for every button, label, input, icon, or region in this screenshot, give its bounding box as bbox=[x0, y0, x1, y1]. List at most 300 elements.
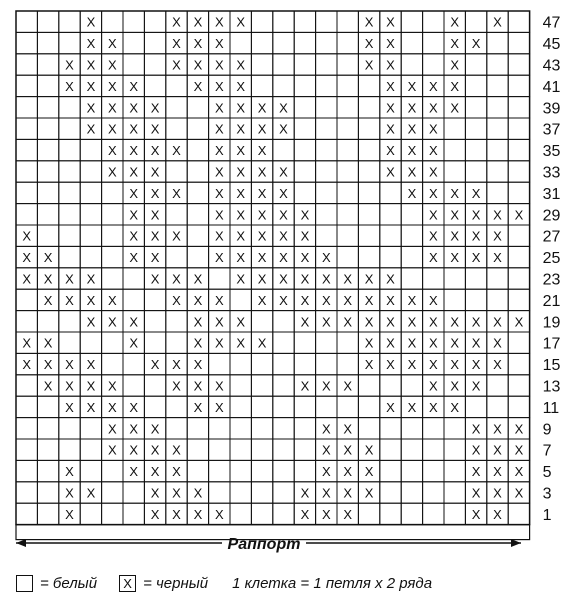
stitch-black-mark: X bbox=[236, 143, 246, 159]
stitch-black-mark: X bbox=[65, 506, 74, 522]
stitch-black-mark: X bbox=[493, 335, 502, 351]
stitch-black-mark: X bbox=[22, 250, 32, 266]
stitch-black-mark: X bbox=[107, 421, 117, 437]
chart-cell bbox=[144, 11, 165, 32]
stitch-black-mark: X bbox=[214, 164, 224, 180]
stitch-black-mark: X bbox=[321, 506, 331, 522]
legend-black-label: = черный bbox=[143, 574, 209, 592]
chart-cell bbox=[508, 353, 529, 374]
chart-cell bbox=[230, 375, 251, 396]
legend-gauge-note: 1 клетка = 1 петля х 2 ряда bbox=[232, 574, 433, 592]
chart-cell bbox=[209, 353, 230, 374]
stitch-black-mark: X bbox=[150, 464, 160, 480]
chart-cell bbox=[358, 503, 379, 524]
chart-cell bbox=[423, 11, 444, 32]
stitch-black-mark: X bbox=[214, 399, 224, 415]
chart-cell bbox=[251, 11, 272, 32]
chart-cell bbox=[59, 32, 80, 53]
chart-cell bbox=[37, 75, 58, 96]
chart-cell bbox=[187, 182, 208, 203]
chart-cell bbox=[16, 97, 37, 118]
chart-cell bbox=[16, 182, 37, 203]
stitch-black-mark: X bbox=[364, 292, 374, 308]
stitch-black-mark: X bbox=[279, 121, 288, 137]
stitch-black-mark: X bbox=[428, 164, 438, 180]
stitch-black-mark: X bbox=[300, 250, 310, 266]
chart-cell bbox=[337, 204, 358, 225]
chart-cell bbox=[37, 54, 58, 75]
stitch-black-mark: X bbox=[279, 185, 288, 201]
chart-cell bbox=[144, 311, 165, 332]
stitch-black-mark: X bbox=[214, 121, 224, 137]
chart-cell bbox=[16, 311, 37, 332]
chart-cell bbox=[465, 396, 486, 417]
stitch-black-mark: X bbox=[493, 207, 502, 223]
stitch-black-mark: X bbox=[300, 485, 310, 501]
chart-cell bbox=[16, 11, 37, 32]
stitch-black-mark: X bbox=[257, 292, 267, 308]
stitch-black-mark: X bbox=[364, 442, 374, 458]
stitch-black-mark: X bbox=[321, 271, 331, 287]
stitch-black-mark: X bbox=[236, 185, 246, 201]
chart-cell bbox=[423, 503, 444, 524]
stitch-black-mark: X bbox=[193, 271, 203, 287]
stitch-black-mark: X bbox=[129, 228, 139, 244]
stitch-black-mark: X bbox=[321, 250, 331, 266]
chart-cell bbox=[508, 503, 529, 524]
stitch-black-mark: X bbox=[428, 100, 438, 116]
chart-cell bbox=[80, 139, 101, 160]
chart-cell bbox=[316, 204, 337, 225]
chart-cell bbox=[187, 118, 208, 139]
chart-cell bbox=[273, 353, 294, 374]
stitch-black-mark: X bbox=[172, 228, 181, 244]
stitch-black-mark: X bbox=[22, 357, 32, 373]
chart-cell bbox=[465, 54, 486, 75]
chart-cell bbox=[230, 439, 251, 460]
row-number: 43 bbox=[542, 57, 561, 75]
chart-cell bbox=[251, 311, 272, 332]
row-number: 35 bbox=[542, 143, 561, 161]
stitch-black-mark: X bbox=[257, 271, 267, 287]
stitch-black-mark: X bbox=[428, 143, 438, 159]
stitch-black-mark: X bbox=[172, 185, 181, 201]
stitch-black-mark: X bbox=[279, 292, 288, 308]
stitch-black-mark: X bbox=[321, 292, 331, 308]
stitch-black-mark: X bbox=[43, 271, 53, 287]
chart-cell bbox=[294, 161, 315, 182]
stitch-black-mark: X bbox=[386, 271, 395, 287]
chart-cell bbox=[444, 439, 465, 460]
stitch-black-mark: X bbox=[471, 36, 481, 52]
chart-cell bbox=[508, 75, 529, 96]
chart-cell bbox=[59, 182, 80, 203]
stitch-black-mark: X bbox=[514, 207, 524, 223]
stitch-black-mark: X bbox=[65, 292, 74, 308]
chart-cell bbox=[123, 54, 144, 75]
stitch-black-mark: X bbox=[129, 100, 139, 116]
chart-cell bbox=[166, 246, 187, 267]
stitch-black-mark: X bbox=[386, 100, 395, 116]
repeat-bracket bbox=[16, 536, 521, 553]
stitch-black-mark: X bbox=[86, 271, 96, 287]
row-number: 19 bbox=[542, 314, 561, 332]
stitch-black-mark: X bbox=[86, 292, 96, 308]
chart-cell bbox=[187, 97, 208, 118]
chart-cell bbox=[230, 460, 251, 481]
row-number: 45 bbox=[542, 36, 561, 54]
chart-cell bbox=[102, 332, 123, 353]
chart-cell bbox=[230, 503, 251, 524]
chart-cell bbox=[316, 11, 337, 32]
chart-cell bbox=[316, 161, 337, 182]
stitch-black-mark: X bbox=[129, 250, 139, 266]
chart-cell bbox=[294, 353, 315, 374]
chart-cell bbox=[444, 482, 465, 503]
chart-cell bbox=[444, 118, 465, 139]
chart-cell bbox=[144, 75, 165, 96]
chart-cell bbox=[508, 246, 529, 267]
stitch-black-mark: X bbox=[107, 143, 117, 159]
chart-cell bbox=[16, 289, 37, 310]
chart-cell bbox=[37, 503, 58, 524]
chart-cell bbox=[123, 482, 144, 503]
chart-cell bbox=[59, 332, 80, 353]
chart-cell bbox=[59, 439, 80, 460]
stitch-black-mark: X bbox=[450, 78, 460, 94]
chart-cell bbox=[380, 182, 401, 203]
chart-cell bbox=[59, 246, 80, 267]
stitch-black-mark: X bbox=[172, 485, 181, 501]
chart-cell bbox=[401, 503, 422, 524]
stitch-black-mark: X bbox=[386, 14, 395, 30]
row-number: 39 bbox=[542, 100, 561, 118]
stitch-black-mark: X bbox=[386, 314, 395, 330]
chart-cell bbox=[423, 418, 444, 439]
stitch-black-mark: X bbox=[300, 228, 310, 244]
stitch-black-mark: X bbox=[150, 506, 160, 522]
chart-cell bbox=[380, 418, 401, 439]
chart-cell bbox=[187, 204, 208, 225]
stitch-black-mark: X bbox=[386, 164, 395, 180]
stitch-black-mark: X bbox=[150, 228, 160, 244]
row-number: 25 bbox=[542, 250, 561, 268]
chart-cell bbox=[144, 54, 165, 75]
chart-cell bbox=[380, 225, 401, 246]
chart-cell bbox=[294, 182, 315, 203]
chart-cell bbox=[37, 396, 58, 417]
stitch-black-mark: X bbox=[150, 442, 160, 458]
stitch-black-mark: X bbox=[428, 185, 438, 201]
chart-cell bbox=[337, 396, 358, 417]
stitch-black-mark: X bbox=[450, 228, 460, 244]
chart-cell bbox=[16, 32, 37, 53]
chart-cell bbox=[487, 139, 508, 160]
chart-cell bbox=[465, 97, 486, 118]
chart-cell bbox=[123, 289, 144, 310]
stitch-black-mark: X bbox=[514, 442, 524, 458]
stitch-black-mark: X bbox=[107, 78, 117, 94]
chart-cell bbox=[251, 353, 272, 374]
stitch-black-mark: X bbox=[214, 36, 224, 52]
stitch-black-mark: X bbox=[214, 250, 224, 266]
chart-cell bbox=[230, 289, 251, 310]
stitch-black-mark: X bbox=[129, 185, 139, 201]
stitch-black-mark: X bbox=[257, 228, 267, 244]
chart-cell bbox=[401, 439, 422, 460]
chart-cell bbox=[166, 97, 187, 118]
chart-cell bbox=[401, 268, 422, 289]
chart-cell bbox=[380, 439, 401, 460]
chart-cell bbox=[316, 97, 337, 118]
chart-cell bbox=[187, 418, 208, 439]
stitch-black-mark: X bbox=[364, 335, 374, 351]
stitch-black-mark: X bbox=[236, 14, 246, 30]
stitch-black-mark: X bbox=[450, 314, 460, 330]
stitch-black-mark: X bbox=[129, 121, 139, 137]
chart-cell bbox=[337, 118, 358, 139]
chart-cell bbox=[423, 439, 444, 460]
chart-cell bbox=[251, 439, 272, 460]
chart-cell bbox=[508, 97, 529, 118]
chart-cell bbox=[337, 32, 358, 53]
stitch-black-mark: X bbox=[257, 100, 267, 116]
chart-cell bbox=[251, 482, 272, 503]
chart-cell bbox=[294, 75, 315, 96]
chart-cell bbox=[37, 182, 58, 203]
chart-cell bbox=[337, 11, 358, 32]
chart-cell bbox=[209, 460, 230, 481]
chart-cell bbox=[209, 439, 230, 460]
stitch-black-mark: X bbox=[129, 442, 139, 458]
stitch-black-mark: X bbox=[214, 506, 224, 522]
chart-cell bbox=[102, 246, 123, 267]
chart-cell bbox=[16, 396, 37, 417]
chart-cell bbox=[380, 204, 401, 225]
stitch-black-mark: X bbox=[172, 57, 181, 73]
stitch-black-mark: X bbox=[343, 292, 353, 308]
chart-cell bbox=[337, 225, 358, 246]
chart-cell bbox=[37, 225, 58, 246]
chart-cell bbox=[37, 139, 58, 160]
row-number: 41 bbox=[542, 78, 561, 96]
stitch-black-mark: X bbox=[214, 335, 224, 351]
stitch-black-mark: X bbox=[471, 506, 481, 522]
chart-cell bbox=[465, 289, 486, 310]
legend-black-swatch: X bbox=[119, 575, 136, 592]
chart-cell bbox=[316, 396, 337, 417]
stitch-black-mark: X bbox=[129, 143, 139, 159]
chart-cell bbox=[487, 268, 508, 289]
stitch-black-mark: X bbox=[428, 292, 438, 308]
chart-cell bbox=[37, 418, 58, 439]
chart-cell bbox=[166, 396, 187, 417]
chart-cell bbox=[316, 54, 337, 75]
stitch-black-mark: X bbox=[107, 100, 117, 116]
chart-cell bbox=[316, 75, 337, 96]
stitch-black-mark: X bbox=[65, 78, 74, 94]
stitch-black-mark: X bbox=[193, 36, 203, 52]
chart-cell bbox=[102, 204, 123, 225]
chart-cell bbox=[401, 246, 422, 267]
stitch-black-mark: X bbox=[386, 36, 395, 52]
chart-cell bbox=[337, 161, 358, 182]
chart-cell bbox=[294, 32, 315, 53]
stitch-black-mark: X bbox=[471, 485, 481, 501]
chart-cell bbox=[294, 418, 315, 439]
stitch-black-mark: X bbox=[321, 464, 331, 480]
chart-cell bbox=[59, 161, 80, 182]
stitch-black-mark: X bbox=[450, 399, 460, 415]
stitch-black-mark: X bbox=[428, 78, 438, 94]
chart-cell bbox=[465, 161, 486, 182]
chart-cell bbox=[37, 32, 58, 53]
stitch-black-mark: X bbox=[407, 121, 417, 137]
stitch-black-mark: X bbox=[514, 314, 524, 330]
stitch-black-mark: X bbox=[172, 464, 181, 480]
chart-cell bbox=[123, 32, 144, 53]
stitch-black-mark: X bbox=[493, 506, 502, 522]
chart-cell bbox=[166, 418, 187, 439]
chart-cell bbox=[316, 139, 337, 160]
chart-cell bbox=[16, 204, 37, 225]
stitch-black-mark: X bbox=[428, 314, 438, 330]
chart-cell bbox=[508, 139, 529, 160]
chart-cell bbox=[294, 332, 315, 353]
stitch-black-mark: X bbox=[279, 207, 288, 223]
chart-cell bbox=[80, 503, 101, 524]
chart-cell bbox=[16, 439, 37, 460]
chart-cell bbox=[16, 482, 37, 503]
chart-cell bbox=[251, 32, 272, 53]
stitch-black-mark: X bbox=[236, 228, 246, 244]
stitch-black-mark: X bbox=[386, 121, 395, 137]
stitch-black-mark: X bbox=[43, 335, 53, 351]
stitch-black-mark: X bbox=[172, 271, 181, 287]
chart-cell bbox=[251, 460, 272, 481]
chart-cell bbox=[273, 418, 294, 439]
repeat-arrow-right-icon bbox=[511, 539, 521, 547]
stitch-black-mark: X bbox=[321, 485, 331, 501]
stitch-black-mark: X bbox=[65, 464, 74, 480]
chart-cell bbox=[423, 54, 444, 75]
stitch-black-mark: X bbox=[129, 335, 139, 351]
stitch-black-mark: X bbox=[150, 485, 160, 501]
chart-cell bbox=[80, 161, 101, 182]
chart-cell bbox=[508, 268, 529, 289]
chart-cell bbox=[294, 97, 315, 118]
stitch-black-mark: X bbox=[471, 228, 481, 244]
chart-cell bbox=[337, 332, 358, 353]
stitch-black-mark: X bbox=[386, 57, 395, 73]
row-number: 47 bbox=[542, 14, 561, 32]
chart-cell bbox=[465, 139, 486, 160]
chart-cell bbox=[358, 204, 379, 225]
stitch-black-mark: X bbox=[493, 464, 502, 480]
chart-cell bbox=[16, 460, 37, 481]
chart-cell bbox=[166, 118, 187, 139]
chart-cell bbox=[273, 503, 294, 524]
stitch-black-mark: X bbox=[193, 378, 203, 394]
chart-cell bbox=[37, 161, 58, 182]
row-number: 29 bbox=[542, 207, 561, 225]
stitch-black-mark: X bbox=[450, 14, 460, 30]
chart-cell bbox=[316, 225, 337, 246]
chart-cell bbox=[230, 418, 251, 439]
stitch-black-mark: X bbox=[279, 271, 288, 287]
chart-cell bbox=[187, 460, 208, 481]
stitch-black-mark: X bbox=[214, 14, 224, 30]
stitch-black-mark: X bbox=[43, 357, 53, 373]
chart-cell bbox=[337, 54, 358, 75]
row-number: 31 bbox=[542, 185, 561, 203]
stitch-black-mark: X bbox=[343, 485, 353, 501]
row-number: 37 bbox=[542, 121, 561, 139]
chart-cell bbox=[37, 118, 58, 139]
row-number: 13 bbox=[542, 378, 561, 396]
stitch-black-mark: X bbox=[43, 250, 53, 266]
chart-cell bbox=[316, 32, 337, 53]
stitch-black-mark: X bbox=[86, 121, 96, 137]
stitch-black-mark: X bbox=[236, 121, 246, 137]
chart-cell bbox=[16, 418, 37, 439]
stitch-black-mark: X bbox=[193, 314, 203, 330]
stitch-black-mark: X bbox=[129, 464, 139, 480]
chart-cell bbox=[209, 268, 230, 289]
chart-cell bbox=[80, 439, 101, 460]
chart-cell bbox=[273, 460, 294, 481]
stitch-black-mark: X bbox=[300, 506, 310, 522]
stitch-black-mark: X bbox=[236, 57, 246, 73]
stitch-black-mark: X bbox=[150, 357, 160, 373]
stitch-black-mark: X bbox=[214, 378, 224, 394]
stitch-black-mark: X bbox=[364, 485, 374, 501]
chart-cell bbox=[401, 460, 422, 481]
chart-cell bbox=[380, 503, 401, 524]
stitch-black-mark: X bbox=[214, 57, 224, 73]
stitch-black-mark: X bbox=[86, 14, 96, 30]
stitch-black-mark: X bbox=[386, 143, 395, 159]
chart-cell bbox=[358, 225, 379, 246]
chart-cell bbox=[294, 54, 315, 75]
chart-cell bbox=[166, 204, 187, 225]
chart-cell bbox=[316, 182, 337, 203]
chart-cell bbox=[401, 11, 422, 32]
row-number: 23 bbox=[542, 271, 561, 289]
row-number: 1 bbox=[542, 506, 552, 524]
stitch-black-mark: X bbox=[193, 57, 203, 73]
stitch-black-mark: X bbox=[407, 185, 417, 201]
chart-cell bbox=[487, 75, 508, 96]
stitch-black-mark: X bbox=[321, 314, 331, 330]
row-number: 11 bbox=[542, 399, 560, 417]
chart-cell bbox=[59, 225, 80, 246]
stitch-black-mark: X bbox=[236, 271, 246, 287]
chart-cell bbox=[16, 375, 37, 396]
stitch-black-mark: X bbox=[493, 228, 502, 244]
chart-cell bbox=[423, 268, 444, 289]
chart-cell bbox=[273, 139, 294, 160]
stitch-black-mark: X bbox=[193, 335, 203, 351]
stitch-black-mark: X bbox=[364, 314, 374, 330]
row-number: 33 bbox=[542, 164, 561, 182]
chart-cell bbox=[294, 11, 315, 32]
chart-cell bbox=[123, 375, 144, 396]
row-number: 9 bbox=[542, 421, 552, 439]
chart-cell bbox=[423, 482, 444, 503]
chart-cell bbox=[337, 75, 358, 96]
chart-cell bbox=[273, 482, 294, 503]
